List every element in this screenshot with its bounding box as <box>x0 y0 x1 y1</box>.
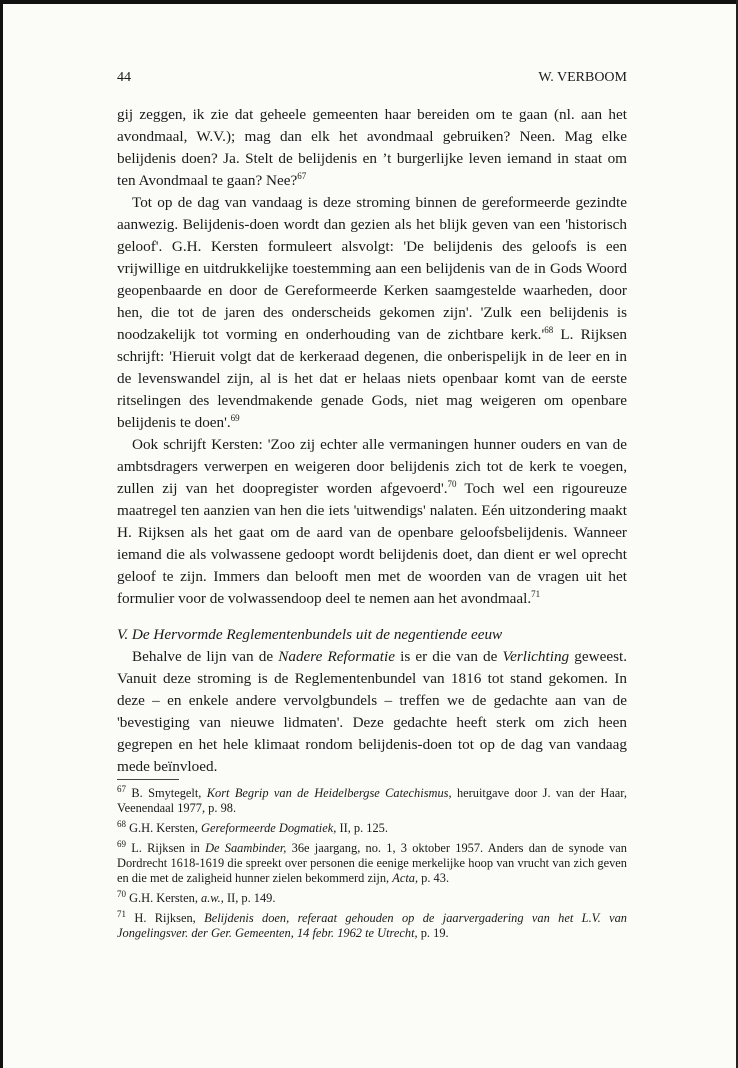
running-title: W. VERBOOM <box>538 70 627 85</box>
body-text <box>117 104 627 778</box>
scan-border-top <box>0 0 738 4</box>
footnote-69: $^{69}$ L. Rijksen in De Saambinder, 36e jaargang, no. 1, 3 oktober 1957. Anders dan de synode van Dordrecht 1618-1619 die spreekt over personen die eenige merkelijke hoop van vrucht van zich geven en die met de zaligheid hunner zielen bekommerd zijn, Acta, p. 43. <box>117 838 628 885</box>
paragraph-3: Ook schrijft Kersten: 'Zoo zij echter alle vermaningen hunner ouders en van de ambtsdragers verwerpen en weigeren door belijdenis zich tot de kerk te voegen, zullen zij van het doopregister worden afgevoerd'.$^{70}$ Toch wel een rigoureuze maatregel ten aanzien van hen die iets 'uitwendigs' nalaten. Eén uitzondering maakt H. Rijksen als het gaat om de aard van de openbare geloofsbelijdenis. Wanneer iemand die als volwassene gedoopt wordt belijdenis doet, dan dient er wel oprecht geloof te zijn. Immers dan belooft men met de woorden van de vragen uit het formulier voor de volwassendoop deel te nemen aan het avondmaal.$^{71}$ <box>117 436 628 607</box>
footnote-separator <box>117 779 179 780</box>
page-number: 44 <box>117 70 131 85</box>
footnote-70: $^{70}$ G.H. Kersten, a.w., II, p. 149. <box>117 888 276 905</box>
footnote-67: $^{67}$ B. Smytegelt, Kort Begrip van de Heidelbergse Catechismus, heruitgave door J. van der Haar, Veenendaal 1977, p. 98. <box>117 783 628 815</box>
footnote-68: $^{68}$ G.H. Kersten, Gereformeerde Dogmatiek, II, p. 125. <box>117 818 388 835</box>
footnote-ref-69[interactable]: 69 <box>230 412 240 423</box>
paragraph-2: Tot op de dag van vandaag is deze stroming binnen de gereformeerde gezindte aanwezig. Belijdenis-doen wordt dan gezien als het blijk geven van een 'historisch geloof'. G.H. Kersten formuleert alsvolgt: 'De belijdenis des geloofs is een vrijwillige en uitdrukkelijke toestemming aan een belijdenis van de in Gods Woord geopenbaarde en door de Gereformeerde Kerken saamgestelde waarheden, door hen, die tot de jaren des onderscheids gekomen zijn'. 'Zulk een belijdenis is noodzakelijk tot vorming en onderhouding van de zichtbare $kerk.'^{68}$ L. Rijksen schrijft: 'Hieruit volgt dat de kerkeraad degenen, die onberispelijk in de leer en in de levenswandel zijn, al is het dat er helaas niets openbaar komt van de eerste ritselingen des levendmakende genade Gods, niet mag weigeren om openbare belijdenis te doen'.$^{69}$ <box>117 194 628 431</box>
footnote-ref-68[interactable]: 68 <box>544 324 554 335</box>
footnote-ref-67[interactable]: 67 <box>297 170 307 181</box>
footnotes <box>117 783 628 946</box>
footnote-71: $^{71}$ H. Rijksen, Belijdenis doen, referaat gehouden op de jaarvergadering van het L.V. van Jongelingsver. der Ger. Gemeenten, 14 febr. 1962 te Utrecht, p. 19. <box>117 908 627 940</box>
paragraph-1: gij zeggen, ik zie dat geheele gemeenten haar bereiden om te gaan (nl. aan het avondmaal, W.V.); mag dan elk het avondmaal gebruiken? Neen. Mag elke belijdenis doen? Ja. Stelt de belijdenis en ’t burgerlijke leven iemand in staat om ten Avondmaal te gaan? Nee?$^{67}$ <box>117 106 627 189</box>
footnote-ref-71[interactable]: 71 <box>531 588 541 599</box>
paragraph-4: Behalve de lijn van de Nadere Reformatie is er die van de Verlichting geweest. Vanuit deze stroming is de Reglementenbundel van 1816 tot stand gekomen. In deze – en enkele andere vervolgbundels – treffen we de gedachte aan van de 'bevestiging van nieuwe lidmaten'. Deze gedachte heeft sterk om zich heen gegrepen en het hele klimaat rondom belijdenis-doen tot op de dag van vandaag mede beïnvloed. <box>117 648 627 775</box>
footnote-ref-70[interactable]: 70 <box>447 478 457 489</box>
scan-border-left <box>0 0 3 1068</box>
section-heading: V. De Hervormde Reglementenbundels uit de negentiende eeuw <box>117 626 503 643</box>
running-header <box>117 70 627 86</box>
